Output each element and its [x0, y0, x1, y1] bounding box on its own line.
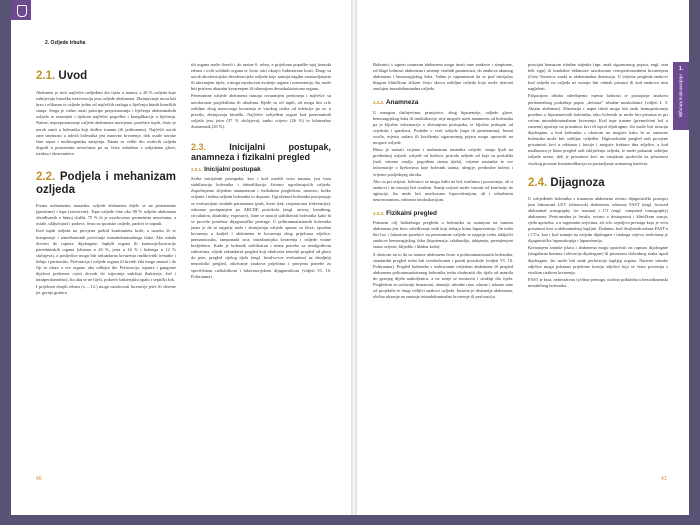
left-page-column-2 [191, 62, 331, 281]
section-heading-dijagnoza: 2.4. Dijagnoza [528, 176, 605, 189]
right-page-column-1 [373, 62, 513, 301]
chapter-side-tab [673, 62, 689, 130]
paragraph: Bolesnici s tupom traumom abdomena mogu imati rane znakove i simptome, od blage bolnosti abdomena i smetnji vitalnih parametara, do znakova akutnog abdomena i hemoragijskog šoka. Važno je napomenuti da se pod inicijalno blagom kliničkom slikom često skriva ozbiljna ozljeda koja može skrivati značajna intraabdominalna ozljeda. [373, 62, 513, 92]
page-number-right: 41 [661, 476, 667, 482]
paragraph: Svrha inicijalnih postupaka, kao i kod ostalih vrsta trauma, jest brza stabilizacija bolesnika i identifikacija životno ugrožavajućih ozljeda. Započinjemo slijedom anamnezom i fizikalnim pregledom, naravno, kolko vrijeme i težina ozljeda bolesnika to dopuste. Ugroženost bolesnika procjenjuje se evaluacijom vitalnih parametara (puls, krvni tlak, respiratorna frekvencija), odnosno postupanjem po ABCDE protokolu (engl. airway, breathing, circulation, disability, exposure), čime se nastoji stabilizirati bolesnika kako bi se provele potrebne dijagnostičke pretrage. U politraumatiziranih bolesnika jasno je da se najprije traže i zbrinjavaju ozljede opasne za život: opsežna krvarenja u kralješ i abdomenu te krvarenja zbog prijeloma zdjelice, pneumotoraks, tamponada srca, intrakranijska krvarenja i ozljede vratne kralježnice. Kada je bolesnik stabiliziran i nema potrebe za neodgodivim zahvatima, slijedi sekundarni pregled koji obuhvaća temeljit pregled od glave do pete, pregled cijelog tijela (engl. head-to-toe evaluation) uz detaljniji neurološki pregled, otkrivanje znakova prijeloma i procjenu potrebe za specifičnom radiološkom i laboratorijskom dijagnostikom (vidjeti VI. 10. Politrauma). [191, 176, 331, 279]
paragraph: postojati hematom trbušne stijenke (npr. znak sigurnosnog pojasa, engl. seat belt sign) ili lumbalne ekhimoze uzrokovane retroperitonealnim krvarenjem (Grey-Turnerov znak) te abdominalna distenzija. U vrijeme pregleda znakovi kod ozljeda na ozljeda ne moraju biti odmah prisutni ili kod znakova nisu naglašeni. [528, 62, 668, 92]
paragraph: Kreiranjem snimke pluća i abdomena mogu upućivati na rupturu dijafragme (singularna kontura i elevacija dijafragme) ili prisutnost slobodnog zraka ispod dijafragme, što može biti znak perforacije šupljeg organa. Nativne snimke zdjelice mogu pokazati prijelome kostiju zdjelice koji se često povezuju s visokim rizikom krvarenja. [528, 245, 668, 275]
paragraph: Primarni cilj fizikalnoga pregleda u bolesnika sa sumnjom na traumu abdomena jest brzo određivanje onih koji trebaju hitnu laparotomiju. On treba biti brz i fokusiran posebice na penetrantne ozljede te najprije treba isključiti znakove hemoragijskog šoka (hipotenzija, tahikardija, tahipneja, promijenjeni status svijesti, blijedilo i hladna koža). [373, 220, 513, 250]
running-head: 2. Ozljede trbuha [45, 40, 86, 46]
section-heading-uvod: 2.1. Uvod [36, 70, 88, 82]
previous-page-button[interactable]: ‹ [648, 503, 652, 515]
paragraph: FAST je brza, neinvazivna i jeftina pretraga, osobito prikladna u hemodinamski nestabilnog bolesnika. [528, 276, 668, 288]
book-spread [11, 0, 689, 515]
paragraph: Abdomen je treći najčešće ozlijeđeni dio tijela u traumi, a 20 % ozljeda koje zahtijevaju kiruršku intervenciju jesu ozljede abdomena. Zbrinjavanje mora biti brzo i efikasno te ozljede jedno od najčešćih razloga u liječenju hitnih kirurških stanja. Stoga je važno znati principe prepoznavanja i liječenja abdominalnih ozljeda te razumjeti i tijekom najčešće pogreške i komplikacije u liječenju. Naime, neprepoznavanje ozljeda abdomena navrijeme, posebice tupih, često je uzrok smrti u bolesnika koji dođive traumu (ili politraumu). Najčešći uzrok rane smrtnosti u takvih bolesnika jest masivno krvarenje, dok ostale uzroke čine sepsa i multiorganska zatajenja. Danas se veliki dio ovakvih ozljeda dogodi u prometnim nesrećama pa su često udružene s ozljedama glave, toraksa i ekstremiteta. [36, 90, 176, 156]
left-page-column-1 [36, 66, 176, 297]
paragraph: Bitno je saznati vrijeme i mehanizam nastanka ozljede, stanja ljudi na prethodnoj ozljedi, ozljede od bodova, priroda ozljede od koje su poslužila (nož, vatreno oružje, pogođena strana tijela), vrijeme nastanka te sve informacije o lijekovima koje bolesnik uzima, alergije, prethodne bolesti i vrijeme posljednjeg obroka. [373, 147, 513, 177]
paragraph: Prema mehanizmu nastanka, ozljede abdomena dijele se na penetrantne (prodorne) i tupe (zatvorene). Tupe ozljede čine oko 80 % ozljeda abdomena obrađivanih u hitnoj službi, 75 % ih je uzrokovano prometnim nesrećama, a ostale, uključujući i padove, često su sportske ozljede, padovi te napadi. [36, 203, 176, 227]
paragraph: S obzirom na to da su traume abdomena često u politraumatiziranih bolesnika, standardni pregled treba biti sveobuhvatan i pratiti protokole (vidjeti VI. 10. Politrauma). Pregled bolesnika s indiciranim ozljedom abdomena ili pregled abdomena politraumatiziranog bolesnika treba obuhvatiti dio tijela od mamila do gornjeg dijela natkoljenica, a ne smije se izostaviti i stražnji dio tijela. Pregledom se uočavaju hematomi, abrazije, ubodne rane, ulazne i izlazne rane od projektila te drugi vidljivi znakovi ozljeda. Izrazita je distenzija abdomena, obično ukazuje na znatnije intraabdominalno krvarenje ili perforaciju. [373, 251, 513, 300]
paragraph: I prijelomi donjih rebara (s. – 12.) mogu uzrokovati laceracije jetre ili slezene jer gornja granica [36, 284, 176, 296]
paragraph: Ako su pri svijesti, bolesnici se mogu žaliti na bol, mučninu i povraćanje, ali ti znakovi i ne moraju biti izraženi. Stanje svijesti može varirati od konfuzije do agitacije, što može biti uzrokovano hipovolemijom, ali i udruženim neurotraumom, odnosno intoksikacijom. [373, 178, 513, 202]
page-gutter [351, 0, 357, 515]
page-number-left: 40 [36, 476, 42, 482]
chapter-label: Abdominalna kirurgija [678, 74, 684, 118]
subsection-heading-inicijalni-postupak: 2.3.1. Inicijalni postupak [191, 166, 261, 174]
paragraph: U mnogim slučajevima, primjerice, zbog hipotenzije, ozljede glave, hemoragijskog šoka ili intoksikacije, nije moguće uzeti anamnezu od bolesnika pa je ključno informacije o zbivanjima postupaka, te ključno prikupiti od svjedoka i spasilaca. Podatke o vrsti ozljede (tupa ili penetrantna), brzini vozila, mjestu sudara ili korištenju sigurnosnog pojasa mogu upozoriti na moguće ozljede. [373, 109, 513, 146]
section-heading-inicijalni: 2.3. Inicijalni postupak, anamneza i fizikalni pregled [191, 142, 331, 163]
book-logo-icon [11, 0, 31, 20]
chapter-number: 1. [678, 66, 684, 72]
subsection-heading-anamneza: 2.3.2. Anamneza [373, 99, 419, 107]
subsection-heading-fizikalni-pregled: 2.3.3. Fizikalni pregled [373, 209, 438, 217]
paragraph: tih organa može doseći i do razine 6. rebra, a prijeloma popuške njoj kontakt rebara i ovih solidnih organa te često otiri okrajci frakturirane kosti. Drugi su uzrok akceleracijsko-deceleracijske ozljede koje nastaju naglim zaustavljanjem ili ubrzanjem tijela, a mogu uzrokovati avulziju organa i mezenterija, što može biti praćeno akutnim krvarenjem ili ishemijom devaskularizirana organa. [191, 62, 331, 92]
paragraph: Palpacijom trbuha određujemo mjesta bolnosti te postojanje znakova peritonealnog podražaja poput „defansa” trbušne muskulature (vidjeti I. 3. Akutni abdomen). Distenzija i napet trbuh mogu biti znak hemoperitoneja posebno u hipotenzivnih bolesnika, tako bolesnik se može biti prisutna ni pri većem intraabdominalnom krvarenju. Kod tupe traume (premošćeni bol u ramenu) upućuje na prisutnost krvi ili ispod dijafragme, što može biti iritacija dijafragme, a kod bolesnika s obzirom na moguće kako bi se sastavno bolesnika može biti ozbiljno ozljeđen. Digitorektalni pregled radi procjene prisutnosti krvi u rektumu i fascije i moguće frakture dna zdjelice, a kod muškaraca je bitan pregled radi isključenja ozljeda, te može pokazati ozbiljne ozljede uretre, dok je prisutnost krvi na vanjskom spolovilu uz prisutnost visokog prostate kontraindikacija za postavljanje urinarnog katetera. [528, 93, 668, 166]
next-page-button[interactable]: › [672, 503, 676, 515]
paragraph: Kod tupih ozljeda na procjenu prekid kontinuiteta kože, a uzroku ih se kompresije i izmeđunosnih povećanje intraabdominalnoga tlaka. Ako mlada dovesti do rupture dijafragme, šupljih organa ili kontuzije/laceracije parenhimskih organa (slezena u 26 %, jetra u 16 % i bubrega u 12 % slučajeva), a posljedice mogu biti sekundarna krvarenja razlikovitih trenutke i ležaju i peritonitis. Perforacija i ozljede organa ili krvnih žila mogu nastati i do čiji se ulaze u sve organe, ako odbojni dio Perforacija, rupture i gangrene dijelova probavne cijevi dovodi do istjecanja sadržaja (bakterije, žuč i intraperitonealno), što aku se ne liječi, pokreće bakterijsku upalu i septički šok. [36, 228, 176, 283]
section-heading-podjela: 2.2. Podjela i mehanizam ozljeda [36, 171, 176, 197]
paragraph: Penetrantne ozljede abdomena nastaju otvaranjem peritoneja i najčešće su uzrokovane projektilima ili ubodima. Rjeđe su od tupih, ali mogu biti vrlo ozbiljne zbog masivnoga krvarenja te visokog rizika od infekcije pa se, u pravilu, zbrinjavaju kirurški. Najčešće ozlijeđeni organi kod penetrantnih ozljeda jesu jetra (37 % slučajeva), tanko crijevo (26 %) te bilateralno dvanaesnik (20 %). [191, 93, 331, 129]
paragraph: U ozlijeđenih bolesnika s traumom abdomena ovisno dijagnostički postupci jesu fokusirani UZV (ultrazvuk) abdomena, odnosno FAST (engl. focused abdominal sonography for trauma) i CT (engl. computed tomography) abdomena. Peritonealna je lavaža, ovisno o dostupnosti i kliničkom stanju, rjeđa upotreba, a u urgentnim uvjetima, ali vrlo osjetljiva pretraga koja je veća prisutnost krvi u abdominalnoj šupljini. Dodatno, kod dvojbenih nalaza FAST-a i CT-a, kao i kod sumnje na ozljedu dijafragme i tankoga crijeva, indicirana je dijagnostička laparoskopija i laparotomija. [528, 195, 668, 244]
right-page-column-2 [528, 62, 668, 290]
